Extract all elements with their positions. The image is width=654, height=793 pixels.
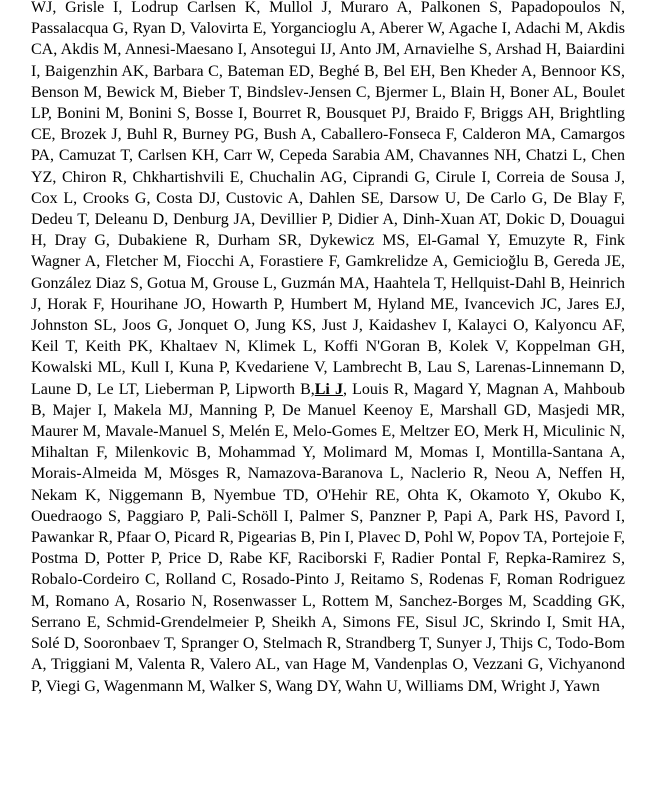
author-list-part-2: , Louis R, Magard Y, Magnan A, Mahboub B, Majer I, Makela MJ, Manning P, De Manuel Keenoy E, Marshall GD, Masjedi MR, Maurer M, Mavale-Manuel S, Melén E, Melo-Gomes E, Meltzer EO, Merk H, Miculinic N, Mihaltan F, Milenkovic B, Mohammad Y, Molimard M, Momas I, Montilla-Santana A, Morais-Almeida M, Mösges R, Namazova-Baranova L, Naclerio R, Neou A, Neffen H, Nekam K, Niggemann B, Nyembue TD, O'Hehir RE, Ohta K, Okamoto Y, Okubo K, Ouedraogo S, Paggiaro P, Pali-Schöll I, Palmer S, Panzner P, Papi A, Park HS, Pavord I, Pawankar R, Pfaar O, Picard R, Pigearias B, Pin I, Plavec D, Pohl W, Popov TA, Portejoie F, Postma D, Potter P, Price D, Rabe KF, Raciborski F, Radier Pontal F, Repka-Ramirez S, Robalo-Cordeiro C, Rolland C, Rosado-Pinto J, Reitamo S, Rodenas F, Roman Rodriguez M, Romano A, Rosario N, Rosenwasser L, Rottem M, Sanchez-Borges M, Scadding GK, Serrano E, Schmid-Grendelmeier P, Sheikh A, Simons FE, Sisul JC, Skrindo I, Smit HA, Solé D, Sooronbaev T, Spranger O, Stelmach R, Strandberg T, Sunyer J, Thijs C, Todo-Bom A, Triggiani M, Valenta R, Valero AL, van Hage M, Vandenplas O, Vezzani G, Vichyanond P, Viegi G, Wagenmann M, Walker S, Wang DY, Wahn U, Williams DM, Wright J, Yawn (31, 380, 625, 695)
author-list-part-1: WJ, Grisle I, Lodrup Carlsen K, Mullol J, Muraro A, Palkonen S, Papadopoulos N, Passalacqua G, Ryan D, Valovirta E, Yorgancioglu A, Aberer W, Agache I, Adachi M, Akdis CA, Akdis M, Annesi-Maesano I, Ansotegui IJ, Anto JM, Arnavielhe S, Arshad H, Baiardini I, Baigenzhin AK, Barbara C, Bateman ED, Beghé B, Bel EH, Ben Kheder A, Bennoor KS, Benson M, Bewick M, Bieber T, Bindslev-Jensen C, Bjermer L, Blain H, Boner AL, Boulet LP, Bonini M, Bonini S, Bosse I, Bourret R, Bousquet PJ, Braido F, Briggs AH, Brightling CE, Brozek J, Buhl R, Burney PG, Bush A, Caballero-Fonseca F, Calderon MA, Camargos PA, Camuzat T, Carlsen KH, Carr W, Cepeda Sarabia AM, Chavannes NH, Chatzi L, Chen YZ, Chiron R, Chkhartishvili E, Chuchalin AG, Ciprandi G, Cirule I, Correia de Sousa J, Cox L, Crooks G, Costa DJ, Custovic A, Dahlen SE, Darsow U, De Carlo G, De Blay F, Dedeu T, Deleanu D, Denburg JA, Devillier P, Didier A, Dinh-Xuan AT, Dokic D, Douagui H, Dray G, Dubakiene R, Durham SR, Dykewicz MS, El-Gamal Y, Emuzyte R, Fink Wagner A, Fletcher M, Fiocchi A, Forastiere F, Gamkrelidze A, Gemicioğlu B, Gereda JE, González Diaz S, Gotua M, Grouse L, Guzmán MA, Haahtela T, Hellquist-Dahl B, Heinrich J, Horak F, Hourihane JO, Howarth P, Humbert M, Hyland ME, Ivancevich JC, Jares EJ, Johnston SL, Joos G, Jonquet O, Jung KS, Just J, Kaidashev I, Kalayci O, Kalyoncu AF, Keil T, Keith PK, Khaltaev N, Klimek L, Koffi N'Goran B, Kolek V, Koppelman GH, Kowalski ML, Kull I, Kuna P, Kvedariene V, Lambrecht B, Lau S, Larenas-Linnemann D, Laune D, Le LT, Lieberman P, Lipworth B, (31, 0, 625, 398)
author-list-paragraph (31, 0, 625, 697)
highlighted-author: Li J (314, 380, 343, 398)
